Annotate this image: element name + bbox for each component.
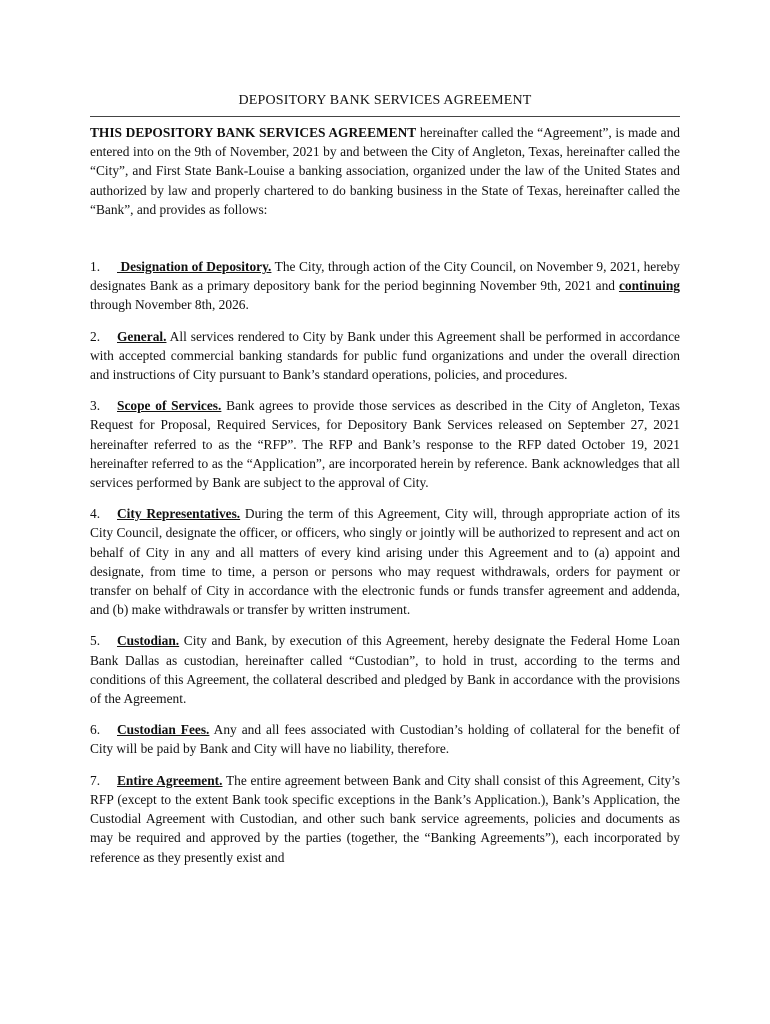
section-heading: City Representatives. — [117, 506, 241, 522]
section-text: All services rendered to City by Bank under this Agreement shall be performed in accordance with accepted commercial banking standards for public fund organizations and under the overall direction and instructions of City pursuant to Bank’s standard operations, policies, and procedures. — [90, 328, 680, 383]
section-number: 5. — [90, 633, 101, 649]
section-emphasis: continuing — [618, 278, 680, 294]
section-4 — [90, 504, 680, 619]
section-text: City and Bank, by execution of this Agreement, hereby designate the Federal Home Loan Bank Dallas as custodian, hereinafter called “Custodian”, to hold in trust, according to the terms and conditions of this Agreement, the collateral described and pledged by Bank in accordance with the provisions of the Agreement. — [90, 633, 680, 707]
document-title: DEPOSITORY BANK SERVICES AGREEMENT — [238, 93, 532, 108]
section-text: The City, through action of the City Council, on November 9, 2021, hereby designates Bank as a primary depository bank for the period beginning November 9th, 2021 and — [90, 259, 681, 294]
section-heading: General. — [117, 328, 167, 344]
section-number: 2. — [90, 328, 101, 344]
section-1 — [90, 257, 680, 315]
section-3 — [90, 396, 680, 492]
section-2 — [90, 327, 680, 385]
title-divider — [90, 116, 680, 117]
section-heading: Scope of Services. — [117, 398, 222, 414]
section-text: Bank agrees to provide those services as described in the City of Angleton, Texas Request for Proposal, Required Services, for Depository Bank Services released on September 27, 2021 hereinafter referred to as the “RFP”. The RFP and Bank’s response to the RFP dated October 19, 2021 hereinafter referred to as the “Application”, are incorporated herein by reference. Bank acknowledges that all services performed by Bank are subject to the approval of City. — [90, 398, 680, 491]
section-heading: Entire Agreement. — [117, 772, 223, 788]
section-number: 3. — [90, 398, 101, 414]
intro-text: hereinafter called the “Agreement”, is made and entered into on the 9th of November, 2021 by and between the City of Angleton, Texas, hereinafter called the “City”, and First State Bank-Louise a banking association, organized under the law of the United States and authorized by law and properly chartered to do banking business in the State of Texas, hereinafter called the “Bank”, and provides as follows: — [90, 125, 680, 217]
section-5 — [90, 631, 680, 708]
section-text: The entire agreement between Bank and City shall consist of this Agreement, City’s RFP (except to the extent Bank took specific exceptions in the Bank’s Application.), Bank’s Application, the Custodial Agreement with Custodian, and other such bank service agreements, policies and documents as may be required and approved by the parties (together, the “Banking Agreements”), each incorporated by reference as they presently exist and — [90, 772, 681, 865]
section-text: Any and all fees associated with Custodian’s holding of collateral for the benefit of City will be paid by Bank and City will have no liability, therefore. — [90, 722, 680, 757]
section-heading: Custodian. — [117, 633, 180, 649]
section-6 — [90, 720, 680, 758]
section-heading: Designation of Depository. — [117, 259, 272, 275]
intro-paragraph — [90, 123, 680, 219]
intro-lead: THIS DEPOSITORY BANK SERVICES AGREEMENT — [90, 125, 417, 140]
section-number: 1. — [90, 259, 101, 275]
section-text: During the term of this Agreement, City will, through appropriate action of its City Council, designate the officer, or officers, who singly or jointly will be authorized to represent and act on behalf of City in any and all matters of every kind arising under this Agreement and to (a) appoint and designate, from time to time, a person or persons who may request withdrawals, orders for payment or transfer on behalf of City in accordance with the electronic funds or funds transfer agreement and addenda, and (b) make withdrawals or transfer by written instrument. — [90, 506, 680, 618]
section-number: 4. — [90, 506, 101, 522]
section-heading: Custodian Fees. — [117, 722, 210, 738]
document-page — [90, 92, 680, 879]
section-text-continued: through November 8th, 2026. — [90, 297, 249, 313]
section-7 — [90, 771, 680, 867]
section-number: 6. — [90, 722, 101, 738]
section-number: 7. — [90, 772, 101, 788]
